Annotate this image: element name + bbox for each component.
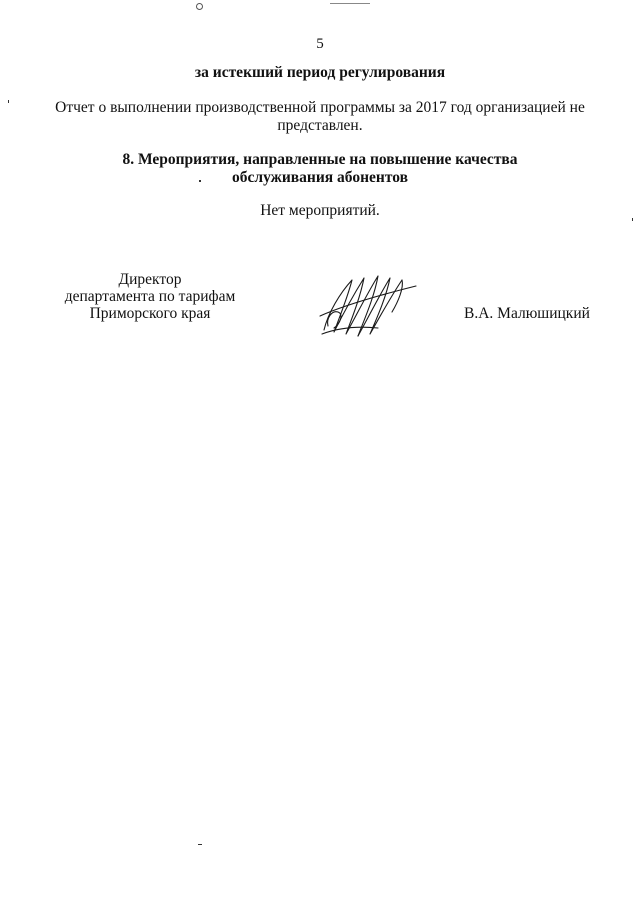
scan-artifact xyxy=(199,180,201,182)
scan-artifact xyxy=(8,100,9,103)
scan-artifact xyxy=(198,844,202,845)
signer-title-line: Директор xyxy=(118,271,182,288)
section-heading: обслуживания абонентов xyxy=(232,169,408,186)
scan-artifact xyxy=(632,218,633,221)
signer-title-line: департамента по тарифам xyxy=(64,288,236,305)
section-heading: 8. Мероприятия, направленные на повышение качества xyxy=(122,151,518,168)
section-heading-continuation: за истекший период регулирования xyxy=(194,64,446,81)
report-text-line: представлен. xyxy=(277,117,363,134)
page-number: 5 xyxy=(316,36,324,52)
signer-name: В.А. Малюшицкий xyxy=(464,305,590,322)
handwritten-signature xyxy=(318,268,418,340)
report-text-line: Отчет о выполнении производственной программы за 2017 год организацией не xyxy=(55,99,585,116)
scan-artifact xyxy=(330,3,370,4)
signer-title-line: Приморского края xyxy=(89,305,211,322)
no-events-text: Нет мероприятий. xyxy=(260,202,380,219)
scan-artifact xyxy=(196,3,203,10)
signer-title xyxy=(60,271,240,322)
